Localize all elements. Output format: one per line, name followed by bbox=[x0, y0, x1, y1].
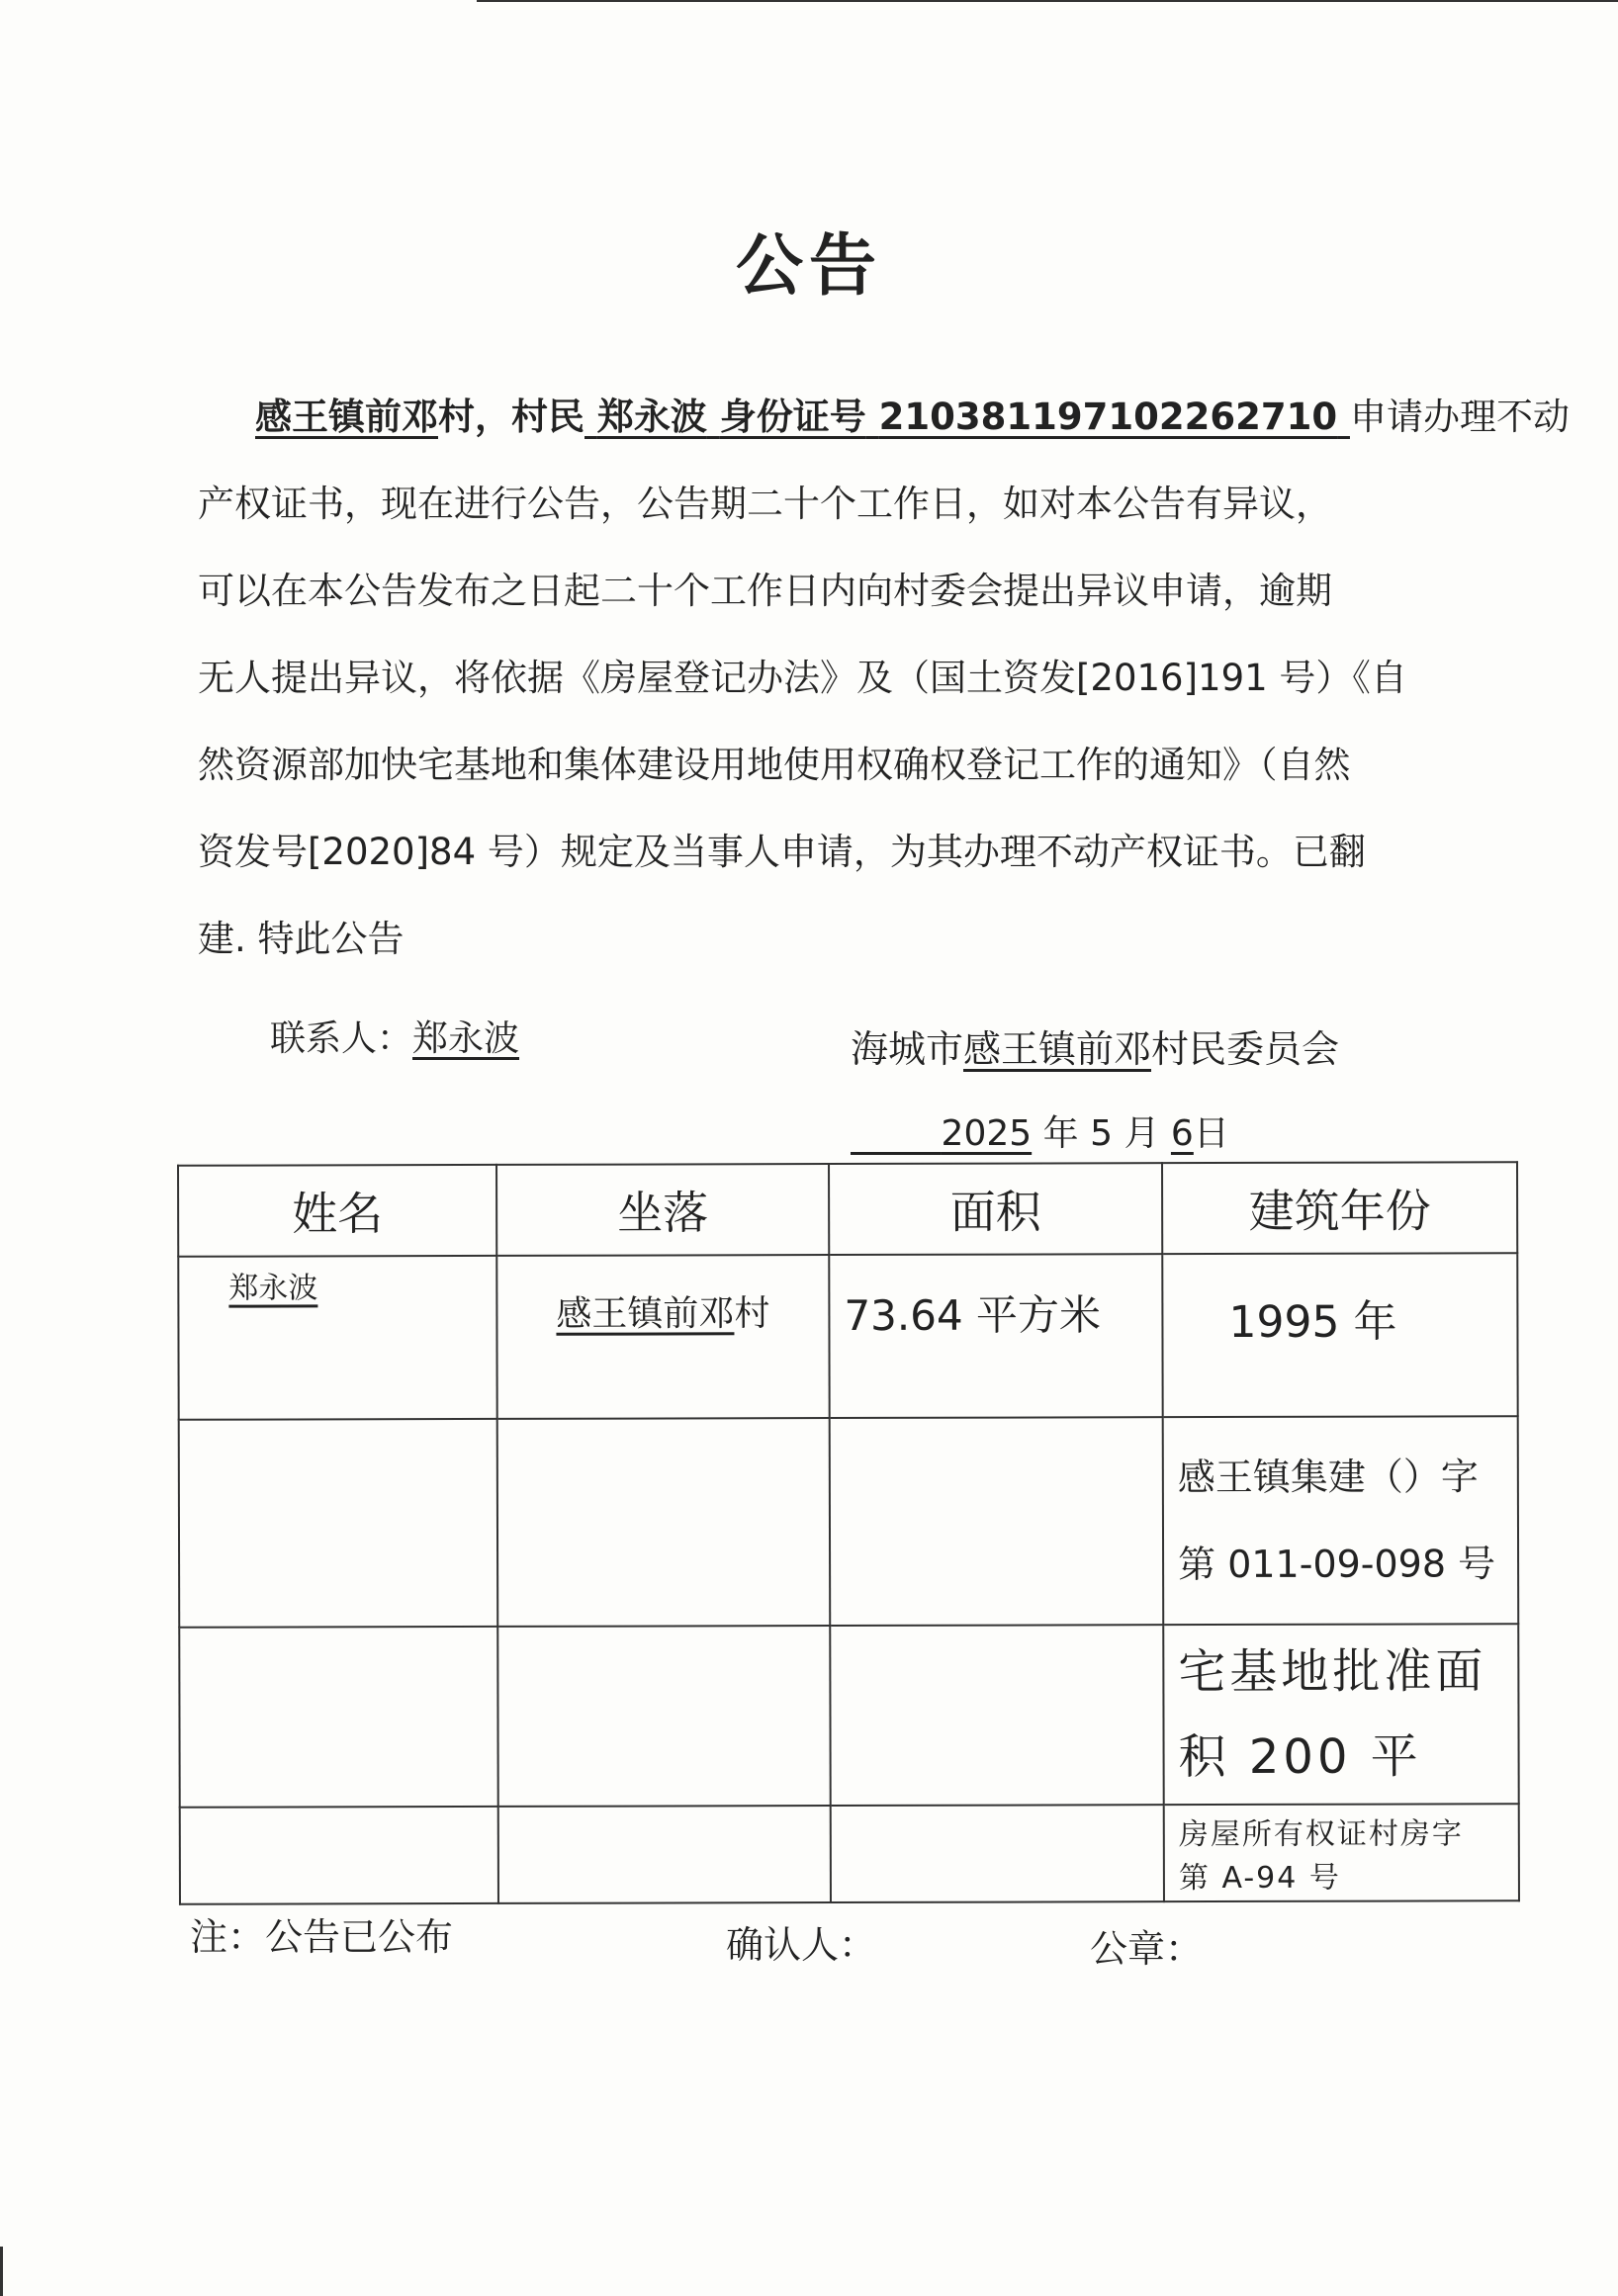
footer-confirm: 确认人： bbox=[726, 1923, 877, 1967]
notice-line-1 bbox=[198, 374, 1570, 461]
notice-line-6: 资发号[2020]84 号）规定及当事人申请，为其办理不动产权证书。已翻 bbox=[198, 831, 1366, 873]
committee-prefix: 海城市 bbox=[851, 1027, 964, 1071]
table-row bbox=[179, 1624, 1518, 1808]
header-area: 面积 bbox=[829, 1163, 1162, 1255]
notice-line-7: 建. 特此公告 bbox=[198, 918, 404, 960]
ownership-line-2: 第 A-94 号 bbox=[1178, 1860, 1341, 1897]
cell-empty bbox=[497, 1418, 831, 1627]
property-table bbox=[177, 1161, 1520, 1905]
cell-build-year: 1995 年 bbox=[1162, 1253, 1517, 1417]
committee-village: 感王镇前邓 bbox=[963, 1027, 1152, 1071]
approved-line-1: 宅基地批准面 bbox=[1178, 1643, 1487, 1701]
cell-empty bbox=[180, 1807, 498, 1904]
committee-suffix: 村民委员会 bbox=[1151, 1027, 1340, 1071]
owner-name: 郑永波 bbox=[228, 1271, 318, 1306]
notice-line-4: 无人提出异议，将依据《房屋登记办法》及（国土资发[2016]191 号）《自 bbox=[198, 657, 1407, 699]
cell-empty bbox=[179, 1419, 498, 1628]
cell-name bbox=[178, 1256, 496, 1420]
date-month: 5 bbox=[1090, 1113, 1113, 1154]
scan-edge-mark bbox=[0, 2247, 3, 2296]
notice-line-5: 然资源部加快宅基地和集体建设用地使用权确权登记工作的通知》（自然 bbox=[198, 744, 1351, 786]
table-row bbox=[179, 1416, 1519, 1628]
cell-empty bbox=[498, 1806, 831, 1903]
line1-tail: 申请办理不动 bbox=[1349, 396, 1570, 438]
location-suffix: 村 bbox=[734, 1293, 770, 1335]
contact-person bbox=[270, 1011, 519, 1061]
top-scan-line bbox=[477, 0, 1618, 2]
date-day-unit: 日 bbox=[1193, 1113, 1229, 1154]
page-title: 公告 bbox=[735, 227, 882, 306]
applicant-name: 郑永波 bbox=[596, 396, 707, 438]
table-header-row bbox=[178, 1162, 1517, 1257]
approved-line-2: 积 200 平 bbox=[1178, 1728, 1422, 1786]
village-name: 感王镇前邓 bbox=[255, 396, 438, 438]
header-build-year: 建筑年份 bbox=[1162, 1162, 1517, 1254]
cell-location bbox=[496, 1255, 829, 1419]
notice-body bbox=[198, 374, 1570, 983]
cell-area: 73.64 平方米 bbox=[829, 1254, 1162, 1418]
cert-line-2: 第 011-09-098 号 bbox=[1178, 1542, 1496, 1587]
cell-approved-area bbox=[1163, 1624, 1518, 1805]
id-number: 210381197102262710 bbox=[878, 396, 1338, 438]
location-village: 感王镇前邓 bbox=[556, 1293, 735, 1335]
date-year: 2025 bbox=[941, 1113, 1033, 1154]
footer-note: 注：公告已公布 bbox=[190, 1915, 454, 1959]
cell-empty bbox=[830, 1625, 1163, 1806]
ownership-line-1: 房屋所有权证村房字 bbox=[1178, 1816, 1464, 1853]
table-row bbox=[178, 1253, 1517, 1420]
committee-signature bbox=[851, 1018, 1339, 1073]
notice-line-3: 可以在本公告发布之日起二十个工作日内向村委会提出异议申请，逾期 bbox=[198, 570, 1332, 612]
id-label: 身份证号 bbox=[719, 396, 866, 438]
date-year-unit: 年 bbox=[1042, 1113, 1079, 1154]
applicant-block bbox=[584, 396, 1350, 438]
cell-empty bbox=[497, 1626, 830, 1807]
village-suffix: 村，村民 bbox=[438, 396, 584, 438]
cert-line-1: 感王镇集建（）字 bbox=[1177, 1455, 1479, 1500]
notice-line-2: 产权证书，现在进行公告，公告期二十个工作日，如对本公告有异议， bbox=[198, 483, 1332, 525]
table-row bbox=[180, 1804, 1519, 1904]
contact-name: 郑永波 bbox=[412, 1018, 520, 1059]
cell-ownership-certificate bbox=[1164, 1804, 1519, 1901]
date-month-unit: 月 bbox=[1124, 1113, 1160, 1154]
header-location: 坐落 bbox=[496, 1164, 829, 1256]
cell-empty bbox=[831, 1805, 1164, 1902]
cell-empty bbox=[830, 1417, 1164, 1626]
contact-label: 联系人： bbox=[270, 1018, 413, 1059]
date-day: 6 bbox=[1170, 1113, 1194, 1154]
footer-seal: 公章： bbox=[1090, 1927, 1204, 1971]
notice-date bbox=[851, 1105, 1229, 1156]
cell-land-certificate bbox=[1163, 1416, 1519, 1625]
header-name: 姓名 bbox=[178, 1165, 496, 1257]
cell-empty bbox=[179, 1627, 497, 1808]
